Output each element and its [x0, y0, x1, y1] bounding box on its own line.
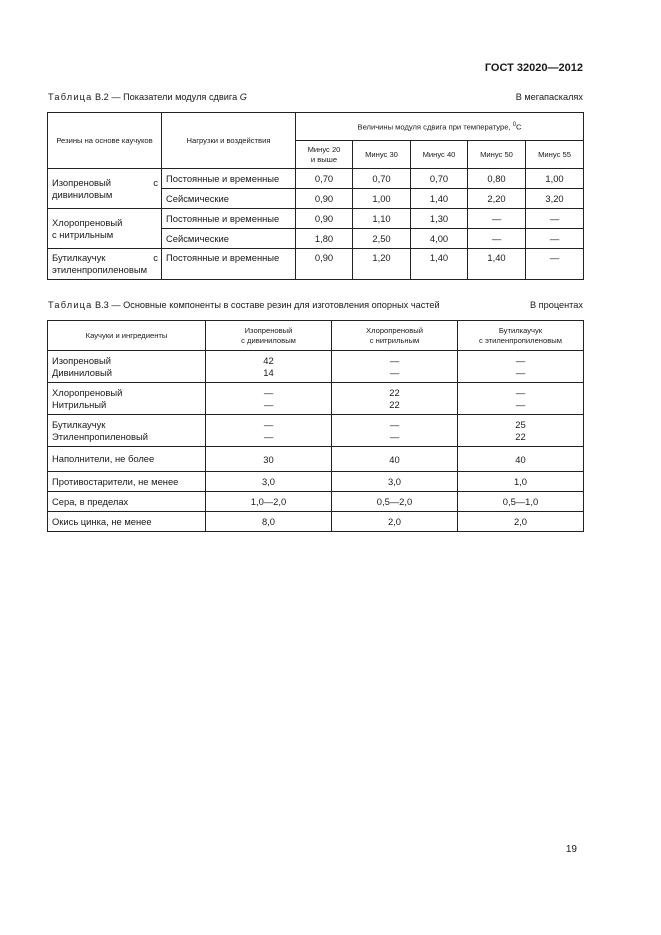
table-b2-value-cell: 1,40 [468, 249, 526, 280]
table-b3-label-cell: Хлоропреновый Нитрильный [48, 383, 206, 415]
table-b2-header-temp: Минус 40 [411, 141, 468, 169]
table-b3-value-cell: 25 22 [458, 415, 584, 447]
table-b3-value-cell: 30 [206, 447, 332, 472]
table-b2-value-cell: 0,70 [353, 169, 411, 189]
table-b3-value-cell: 40 [332, 447, 458, 472]
table-b3-value-cell: — — [206, 383, 332, 415]
table-b2-value-cell: 1,80 [296, 229, 353, 249]
table-b3-value-cell: — — [332, 351, 458, 383]
table-b3-header-column: Хлоропреновый с нитрильным [332, 321, 458, 351]
page-number: 19 [565, 844, 577, 855]
table-row [48, 249, 584, 280]
table-b3-header-column: Бутилкаучук с этиленпропиленовым [458, 321, 584, 351]
table-row [48, 472, 584, 492]
table-b3-caption-prefix: Таблица [48, 300, 93, 310]
table-row [48, 415, 584, 447]
table-b2-header-temperature-label: Величины модуля сдвига при температуре, [357, 122, 513, 132]
table-b3-value-cell: 1,0 [458, 472, 584, 492]
table-b3-caption [48, 300, 440, 310]
table-b3-value-cell: 42 14 [206, 351, 332, 383]
table-row [48, 492, 584, 512]
table-b3-label-cell: Изопреновый Дивиниловый [48, 351, 206, 383]
table-b2-load-cell: Постоянные и временные [162, 169, 296, 189]
table-row [48, 383, 584, 415]
table-b3-label-cell: Сера, в пределах [48, 492, 206, 512]
table-b2-value-cell: 4,00 [411, 229, 468, 249]
table-row [48, 447, 584, 472]
table-b3-value-cell: 40 [458, 447, 584, 472]
table-b2-header-temp: Минус 30 [353, 141, 411, 169]
table-b2-value-cell: 2,20 [468, 189, 526, 209]
table-b3-value-cell: 8,0 [206, 512, 332, 532]
table-b3-value-cell: 3,0 [332, 472, 458, 492]
table-row [48, 512, 584, 532]
table-b2-value-cell: 3,20 [526, 189, 584, 209]
table-b3-value-cell: — — [458, 383, 584, 415]
table-b3-label-cell: Окись цинка, не менее [48, 512, 206, 532]
table-b2-value-cell: 0,90 [296, 209, 353, 229]
table-b3-value-cell: 3,0 [206, 472, 332, 492]
table-b3-value-cell: 22 22 [332, 383, 458, 415]
table-row [48, 351, 584, 383]
table-b2-load-cell: Постоянные и временные [162, 209, 296, 229]
table-b3-value-cell: — — [206, 415, 332, 447]
table-b3-caption-text: В.3 — Основные компоненты в составе резин для изготовления опорных частей [92, 300, 440, 310]
table-b2-load-cell: Постоянные и временные [162, 249, 296, 280]
table-b2-header-celsius: С [516, 122, 522, 132]
table-b3-label-cell: Бутилкаучук Этиленпропиленовый [48, 415, 206, 447]
table-b2-value-cell: 1,40 [411, 189, 468, 209]
table-b3-value-cell: 2,0 [458, 512, 584, 532]
table-b2-rubber-cell: Изопреновый с дивиниловым [48, 169, 162, 209]
table-row [48, 169, 584, 189]
table-b2-value-cell: 1,10 [353, 209, 411, 229]
table-b2-caption-prefix: Таблица [48, 92, 93, 102]
table-b2-header-temperature-group [296, 113, 584, 141]
table-b2-value-cell: — [468, 229, 526, 249]
table-row [48, 209, 584, 229]
table-b3-value-cell: 0,5—2,0 [332, 492, 458, 512]
table-b3-label-cell: Противостарители, не менее [48, 472, 206, 492]
table-b2 [47, 112, 584, 280]
table-b2-value-cell: — [468, 209, 526, 229]
table-b3-value-cell: — — [458, 351, 584, 383]
table-b2-header-temp: Минус 20 и выше [296, 141, 353, 169]
table-b2-value-cell: — [526, 249, 584, 280]
table-b2-value-cell: 0,90 [296, 189, 353, 209]
table-b3-value-cell: 1,0—2,0 [206, 492, 332, 512]
table-b2-value-cell: 0,90 [296, 249, 353, 280]
table-b2-caption-symbol: G [239, 92, 247, 102]
table-b2-header-temp: Минус 50 [468, 141, 526, 169]
table-b2-value-cell: 0,70 [296, 169, 353, 189]
table-b2-caption [48, 92, 247, 102]
table-b3-value-cell: — — [332, 415, 458, 447]
table-b2-value-cell: 1,40 [411, 249, 468, 280]
table-b2-value-cell: 1,20 [353, 249, 411, 280]
table-b2-caption-text: В.2 — Показатели модуля сдвига [92, 92, 240, 102]
table-b3-value-cell: 0,5—1,0 [458, 492, 584, 512]
table-b2-units: В мегапаскалях [515, 92, 583, 102]
table-b2-header-load: Нагрузки и воздействия [162, 113, 296, 169]
table-b3-header-ingredients: Каучуки и ингредиенты [48, 321, 206, 351]
table-b2-rubber-cell: Бутилкаучук с этиленпропиленовым [48, 249, 162, 280]
table-b2-rubber-cell: Хлоропреновый с нитрильным [48, 209, 162, 249]
table-b2-header-rubber: Резины на основе каучуков [48, 113, 162, 169]
table-b2-value-cell: 1,30 [411, 209, 468, 229]
table-b3 [47, 320, 584, 532]
table-b2-load-cell: Сейсмические [162, 229, 296, 249]
table-b2-value-cell: 0,70 [411, 169, 468, 189]
table-b2-value-cell: 1,00 [353, 189, 411, 209]
table-b3-label-cell: Наполнители, не более [48, 447, 206, 472]
table-b2-header-degree: 0 [512, 122, 517, 129]
document-standard-number: ГОСТ 32020—2012 [484, 62, 583, 74]
table-b3-header-column: Изопреновый с дивиниловым [206, 321, 332, 351]
table-b2-header-temp: Минус 55 [526, 141, 584, 169]
table-b2-value-cell: 1,00 [526, 169, 584, 189]
table-b3-units: В процентах [529, 300, 583, 310]
table-b2-value-cell: 0,80 [468, 169, 526, 189]
table-b2-value-cell: — [526, 229, 584, 249]
table-b2-load-cell: Сейсмические [162, 189, 296, 209]
table-b2-value-cell: — [526, 209, 584, 229]
table-b3-value-cell: 2,0 [332, 512, 458, 532]
table-b2-value-cell: 2,50 [353, 229, 411, 249]
